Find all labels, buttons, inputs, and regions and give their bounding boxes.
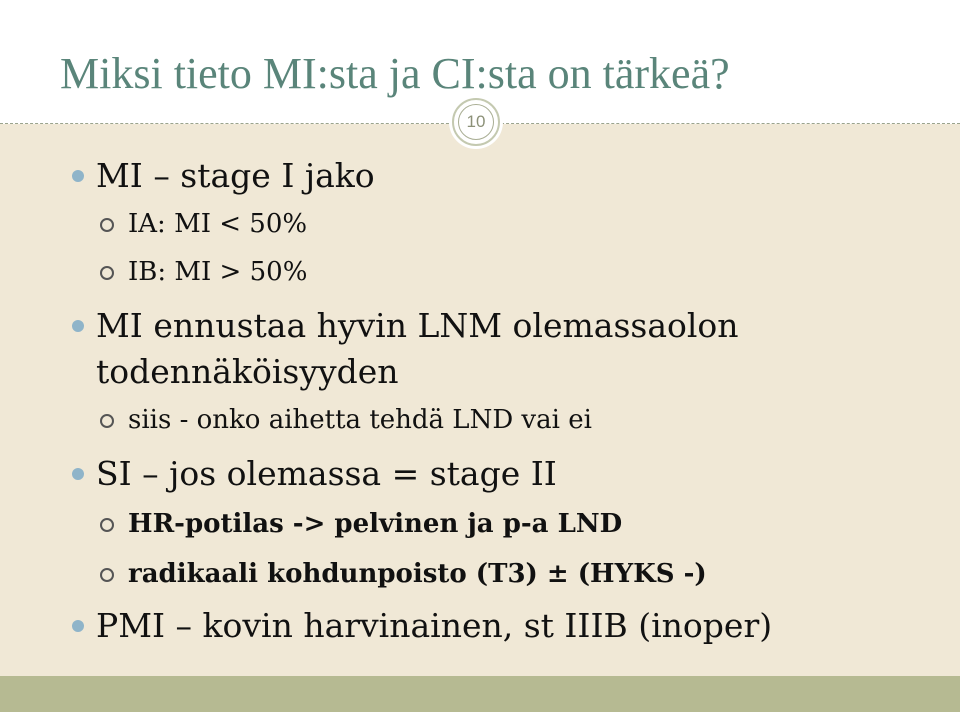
bullet-text-continuation: todennäköisyyden (96, 352, 399, 391)
slide-title: Miksi tieto MI:sta ja CI:sta on tärkeä? (60, 49, 730, 98)
page-number: 10 (458, 104, 494, 140)
bullet-text: siis - onko aihetta tehdä LND vai ei (128, 405, 592, 435)
bullet-dot-icon (72, 468, 84, 480)
page-number-badge (452, 98, 500, 146)
bullet-text: MI – stage I jako (96, 156, 375, 195)
bullet-text: HR-potilas -> pelvinen ja p-a LND (128, 509, 623, 539)
bullet-text: SI – jos olemassa = stage II (96, 454, 557, 493)
bullet-ring-icon (100, 414, 114, 428)
bullet-ring-icon (100, 266, 114, 280)
bullet-dot-icon (72, 320, 84, 332)
bullet-dot-icon (72, 620, 84, 632)
bullet-text: radikaali kohdunpoisto (T3) ± (HYKS -) (128, 559, 707, 589)
bullet-dot-icon (72, 170, 84, 182)
bullet-ring-icon (100, 218, 114, 232)
bullet-ring-icon (100, 518, 114, 532)
bullet-text: IA: MI < 50% (128, 209, 308, 239)
bullet-ring-icon (100, 568, 114, 582)
bullet-text: MI ennustaa hyvin LNM olemassaolon (96, 306, 739, 345)
bullet-text: IB: MI > 50% (128, 257, 308, 287)
bullet-text: PMI – kovin harvinainen, st IIIB (inoper) (96, 606, 773, 645)
